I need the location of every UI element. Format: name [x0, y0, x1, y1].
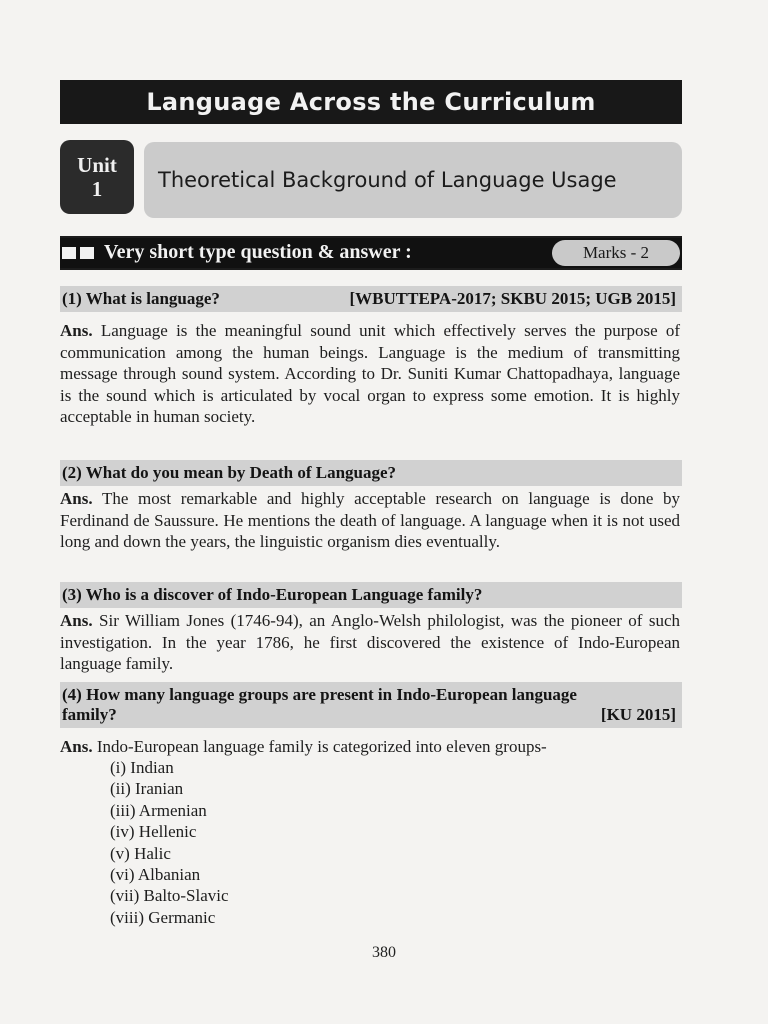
list-item: (iv) Hellenic: [110, 822, 197, 842]
answer-4: [60, 736, 680, 758]
list-item: (v) Halic: [110, 843, 171, 863]
question-text-line1: (4) How many language groups are present in Indo-European language: [62, 685, 577, 704]
answer-1: [60, 320, 680, 428]
answer-text: Language is the meaningful sound unit which effectively serves the purpose of communication among the human beings. Language is the medium of transmitting message through sound system. According to Dr. Suniti Kumar Chattopadhaya, language is the sound which is articulated by vocal organ to express some emotion. It is highly acceptable in human society.: [60, 321, 680, 426]
unit-badge: [60, 140, 134, 214]
question-text: (2) What do you mean by Death of Language?: [62, 463, 397, 482]
answer-text: Sir William Jones (1746-94), an Anglo-Welsh philologist, was the pioneer of such investigation. In the year 1786, he first discovered the existence of Indo-European language family.: [60, 611, 681, 673]
answer-text: Indo-European language family is categorized into eleven groups-: [96, 737, 547, 756]
square-bullets-icon: [62, 247, 94, 259]
question-text: (3) Who is a discover of Indo-European Language family?: [62, 585, 483, 604]
answer-prefix: Ans.: [60, 737, 93, 756]
list-item: (ii) Iranian: [110, 779, 184, 799]
unit-number: 1: [91, 177, 103, 201]
list-item: (vii) Balto-Slavic: [110, 886, 229, 906]
question-1: [60, 286, 682, 312]
answer-prefix: Ans.: [60, 611, 93, 630]
chapter-title-text: Language Across the Curriculum: [146, 88, 596, 116]
question-2: [60, 460, 682, 486]
question-source: [KU 2015]: [600, 705, 676, 724]
unit-title: [144, 142, 682, 218]
section-heading-text: Very short type question & answer :: [104, 241, 412, 263]
language-groups-list: [110, 757, 229, 928]
answer-2: [60, 488, 680, 553]
question-source: [WBUTTEPA-2017; SKBU 2015; UGB 2015]: [349, 289, 676, 308]
list-item: (viii) Germanic: [110, 907, 216, 927]
answer-prefix: Ans.: [60, 321, 93, 340]
answer-3: [60, 610, 680, 675]
question-4: [60, 682, 682, 728]
list-item: (iii) Armenian: [110, 800, 207, 820]
marks-badge: Marks - 2: [552, 240, 680, 266]
unit-title-text: Theoretical Background of Language Usage: [158, 168, 617, 192]
section-heading: [60, 236, 682, 270]
list-item: (i) Indian: [110, 758, 174, 777]
question-text: (1) What is language?: [62, 289, 220, 308]
question-3: [60, 582, 682, 608]
answer-text: The most remarkable and highly acceptable research on language is done by Ferdinand de Saussure. He mentions the death of language. A language when it is not used long and down the years, the linguistic organism dies eventually.: [60, 489, 681, 551]
chapter-title: [60, 80, 682, 124]
unit-header: [60, 138, 682, 222]
question-text-line2: family?: [62, 705, 117, 724]
list-item: (vi) Albanian: [110, 865, 201, 885]
page-number: 380: [372, 944, 396, 961]
unit-label: Unit: [77, 152, 117, 177]
answer-prefix: Ans.: [60, 489, 93, 508]
